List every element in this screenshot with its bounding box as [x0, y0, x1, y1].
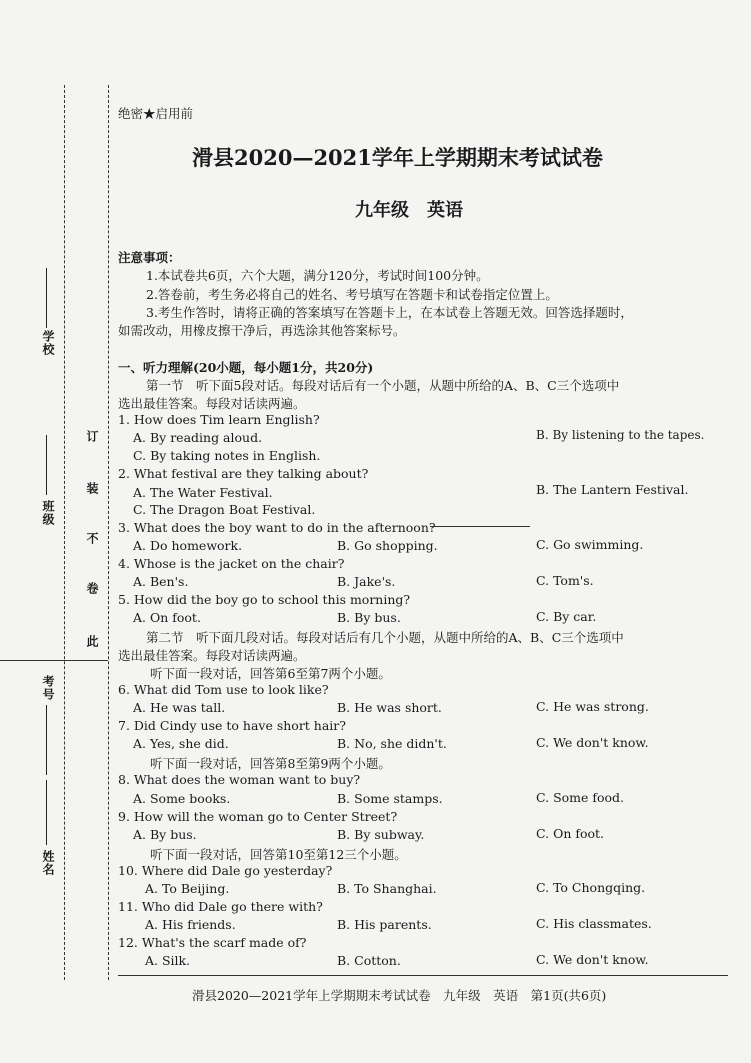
q2-option-b: B. The Lantern Festival.: [536, 482, 689, 497]
q3-option-c: C. Go swimming.: [536, 537, 644, 552]
notice-item-1: 1.本试卷共6页，六个大题，满分120分，考试时间100分钟。: [146, 268, 489, 283]
label-class: 班级: [41, 500, 55, 526]
q2-text: 2. What festival are they talking about?: [118, 466, 369, 481]
q9-option-c: C. On foot.: [536, 826, 605, 841]
q4-text: 4. Whose is the jacket on the chair?: [118, 556, 345, 571]
footer-rule: [118, 975, 728, 976]
q7-text: 7. Did Cindy use to have short hair?: [118, 718, 346, 733]
q7-option-b: B. No, she didn't.: [337, 736, 447, 751]
q2-option-a: A. The Water Festival.: [133, 485, 273, 500]
q3-option-a: A. Do homework.: [133, 538, 243, 553]
instruction-q8-9: 听下面一段对话，回答第8至第9两个小题。: [150, 756, 391, 771]
q2-option-c: C. The Dragon Boat Festival.: [133, 502, 316, 517]
part2-instruction-2: 选出最佳答案。每段对话读两遍。: [118, 648, 306, 663]
q9-option-a: A. By bus.: [133, 827, 197, 842]
q1-text: 1. How does Tim learn English?: [118, 412, 320, 427]
label-school: 学校: [41, 330, 55, 356]
q1-option-a: A. By reading aloud.: [133, 430, 263, 445]
notice-item-3: 3.考生作答时，请将正确的答案填写在答题卡上，在本试卷上答题无效。回答选择题时，: [146, 305, 633, 320]
q3-answer-line: [430, 526, 530, 527]
seal-char-5: 此: [85, 635, 99, 648]
q8-option-c: C. Some food.: [536, 790, 625, 805]
seal-char-1: 订: [85, 430, 99, 443]
q9-option-b: B. By subway.: [337, 827, 425, 842]
q7-option-c: C. We don't know.: [536, 735, 649, 750]
q11-option-b: B. His parents.: [337, 917, 432, 932]
q12-option-c: C. We don't know.: [536, 952, 649, 967]
q10-option-a: A. To Beijing.: [145, 881, 230, 896]
q8-option-b: B. Some stamps.: [337, 791, 443, 806]
q10-option-b: B. To Shanghai.: [337, 881, 437, 896]
notice-heading: 注意事项：: [118, 250, 181, 265]
q11-text: 11. Who did Dale go there with?: [118, 899, 323, 914]
instruction-q6-7: 听下面一段对话，回答第6至第7两个小题。: [150, 666, 391, 681]
seal-char-4: 卷: [85, 582, 99, 595]
q6-option-a: A. He was tall.: [133, 700, 226, 715]
q8-text: 8. What does the woman want to buy?: [118, 772, 361, 787]
q5-text: 5. How did the boy go to school this morning?: [118, 592, 411, 607]
binding-divider: [0, 660, 108, 661]
q1-option-b: B. By listening to the tapes.: [536, 428, 705, 442]
exam-no-blank[interactable]: [46, 705, 48, 775]
q5-option-b: B. By bus.: [337, 610, 401, 625]
confidential-mark: 绝密★启用前: [118, 106, 194, 121]
q4-option-c: C. Tom's.: [536, 573, 594, 588]
label-name: 姓名: [41, 850, 55, 876]
seal-char-3: 不: [85, 532, 99, 545]
q3-option-b: B. Go shopping.: [337, 538, 438, 553]
exam-title: 滑县2020—2021学年上学期期末考试试卷: [192, 145, 603, 170]
q11-option-a: A. His friends.: [145, 917, 236, 932]
q6-text: 6. What did Tom use to look like?: [118, 682, 329, 697]
q11-option-c: C. His classmates.: [536, 916, 652, 931]
name-blank[interactable]: [46, 780, 48, 845]
q5-option-c: C. By car.: [536, 609, 597, 624]
page-footer: 滑县2020—2021学年上学期期末考试试卷 九年级 英语 第1页(共6页): [192, 988, 607, 1003]
q12-text: 12. What's the scarf made of?: [118, 935, 307, 950]
q12-option-a: A. Silk.: [145, 953, 191, 968]
class-blank[interactable]: [46, 435, 48, 495]
q6-option-b: B. He was short.: [337, 700, 442, 715]
q8-option-a: A. Some books.: [133, 791, 231, 806]
q7-option-a: A. Yes, she did.: [133, 736, 229, 751]
q1-option-c: C. By taking notes in English.: [133, 448, 321, 463]
notice-item-4: 如需改动，用橡皮擦干净后，再选涂其他答案标号。: [118, 323, 406, 338]
q3-text: 3. What does the boy want to do in the afternoon?: [118, 520, 436, 535]
q10-text: 10. Where did Dale go yesterday?: [118, 863, 333, 878]
school-blank[interactable]: [46, 268, 48, 328]
instruction-q10-12: 听下面一段对话，回答第10至第12三个小题。: [150, 847, 407, 862]
q6-option-c: C. He was strong.: [536, 699, 649, 714]
label-exam-no: 考号: [41, 675, 55, 701]
q10-option-c: C. To Chongqing.: [536, 880, 646, 895]
q12-option-b: B. Cotton.: [337, 953, 401, 968]
binding-line-inner: [108, 85, 109, 980]
section1-heading: 一、听力理解(20小题，每小题1分，共20分): [118, 360, 374, 375]
part1-instruction-1: 第一节 听下面5段对话。每段对话后有一个小题，从题中所给的A、B、C三个选项中: [146, 378, 620, 393]
seal-char-2: 装: [85, 482, 99, 495]
part2-instruction-1: 第二节 听下面几段对话。每段对话后有几个小题，从题中所给的A、B、C三个选项中: [146, 630, 624, 645]
exam-subtitle: 九年级 英语: [355, 200, 463, 221]
binding-line-outer: [64, 85, 65, 980]
q4-option-a: A. Ben's.: [133, 574, 189, 589]
q9-text: 9. How will the woman go to Center Street?: [118, 809, 398, 824]
part1-instruction-2: 选出最佳答案。每段对话读两遍。: [118, 396, 306, 411]
notice-item-2: 2.答卷前，考生务必将自己的姓名、考号填写在答题卡和试卷指定位置上。: [146, 287, 558, 302]
q5-option-a: A. On foot.: [133, 610, 201, 625]
q4-option-b: B. Jake's.: [337, 574, 396, 589]
